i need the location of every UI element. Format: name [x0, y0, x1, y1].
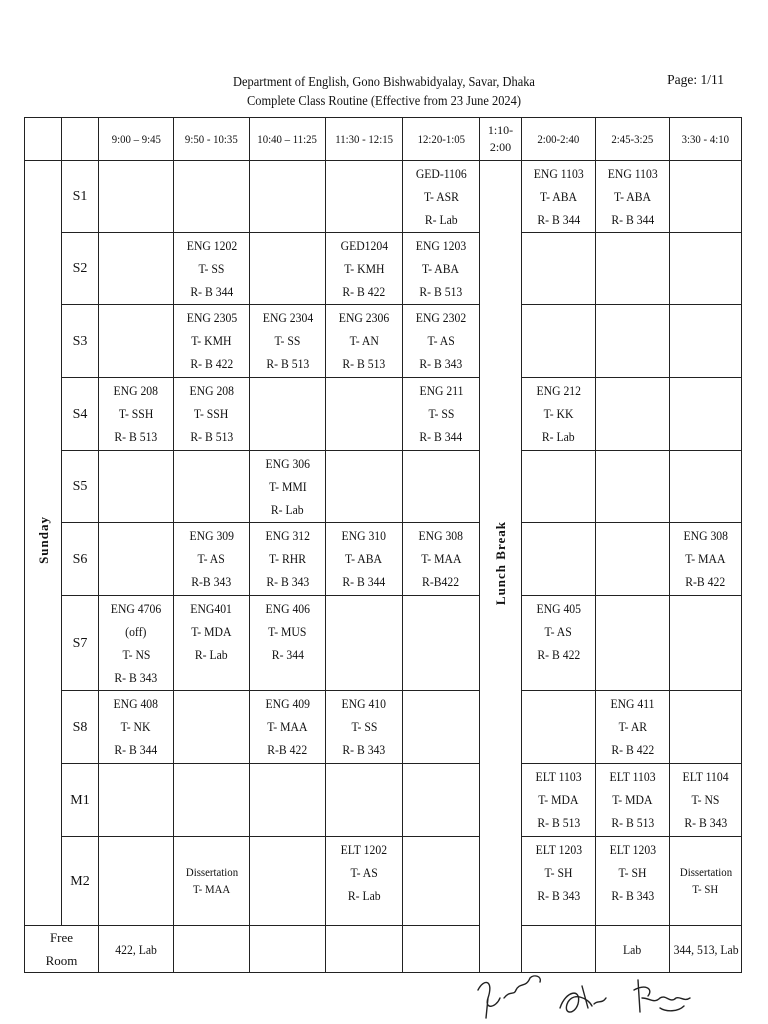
- class-line: ENG 208: [113, 383, 159, 398]
- class-line: ENG 306: [265, 456, 310, 471]
- class-cell: [403, 837, 480, 926]
- class-line: R- B 513: [537, 815, 580, 830]
- class-line: R-B 422: [685, 574, 726, 589]
- corner-cell: [25, 118, 62, 161]
- class-line: ENG 1103: [607, 166, 658, 181]
- class-cell: [99, 837, 174, 926]
- class-cell: [522, 305, 596, 378]
- class-line: T- NK: [121, 719, 151, 734]
- class-cell: [670, 764, 742, 837]
- class-line: R- B 344: [114, 742, 158, 757]
- class-line: R- B 422: [611, 742, 654, 757]
- class-line: ENG 2305: [186, 310, 237, 325]
- class-cell: [522, 837, 596, 926]
- class-line: R- B 344: [611, 212, 654, 227]
- class-line: T- SS: [428, 406, 454, 421]
- class-line: R-B 422: [267, 742, 308, 757]
- free-room-cell: 422, Lab: [99, 926, 174, 973]
- routine-subtitle: Complete Class Routine (Effective from 23 June 2024): [246, 93, 521, 108]
- lunch-time-header: 1:10- 2:00: [480, 118, 522, 161]
- class-line: R- B 513: [342, 356, 386, 371]
- class-cell: [596, 305, 670, 378]
- class-line: R- B 343: [266, 574, 309, 589]
- class-line: T- MAA: [685, 551, 726, 566]
- class-line: ENG 405: [536, 601, 581, 616]
- class-line: ELT 1203: [609, 842, 656, 857]
- class-cell: [326, 523, 403, 596]
- class-line: ELT 1103: [609, 769, 656, 784]
- section-label: S5: [62, 451, 99, 523]
- class-cell: [250, 837, 326, 926]
- class-line: R- B 343: [537, 888, 580, 903]
- class-line: R- B 513: [190, 429, 233, 444]
- time-slot-header: 2:00-2:40: [522, 118, 596, 161]
- class-cell: [174, 233, 250, 305]
- class-cell: [403, 764, 480, 837]
- class-line: T- MDA: [612, 792, 653, 807]
- class-line: R- B 513: [611, 815, 654, 830]
- class-line: R- B 343: [611, 888, 654, 903]
- class-line: T- SS: [274, 333, 301, 348]
- class-line: R- Lab: [271, 502, 304, 517]
- class-line: T- KK: [543, 406, 574, 421]
- class-cell: [326, 764, 403, 837]
- class-line: R- Lab: [542, 429, 575, 444]
- class-cell: [522, 233, 596, 305]
- class-line: ENG 2302: [415, 310, 467, 325]
- class-cell: [522, 691, 596, 764]
- class-line: ENG 2306: [338, 310, 390, 325]
- class-line: T- AN: [349, 333, 379, 348]
- class-cell: [326, 451, 403, 523]
- class-line: R- Lab: [195, 647, 228, 662]
- page-number: Page: 1/11: [667, 72, 724, 87]
- free-room-cell: Lab: [596, 926, 670, 973]
- class-cell: [99, 523, 174, 596]
- class-cell: [670, 596, 742, 691]
- class-cell: [99, 451, 174, 523]
- class-cell: [596, 523, 670, 596]
- class-cell: [99, 233, 174, 305]
- class-line: T- SSH: [118, 406, 154, 421]
- class-cell: [99, 596, 174, 691]
- section-row: [25, 233, 742, 305]
- time-slot-header: 3:30 - 4:10: [670, 118, 742, 161]
- class-cell: [670, 837, 742, 926]
- class-line: R- B 513: [114, 429, 158, 444]
- class-line: ENG 308: [418, 528, 464, 543]
- class-line: ENG 1103: [533, 166, 584, 181]
- class-cell: [99, 378, 174, 451]
- class-cell: [250, 378, 326, 451]
- class-cell: [174, 523, 250, 596]
- class-cell: [326, 378, 403, 451]
- class-cell: [596, 691, 670, 764]
- class-line: ENG 309: [189, 528, 234, 543]
- free-room-row: [25, 926, 742, 973]
- class-line: ENG 1202: [186, 238, 237, 253]
- class-line: R- B 422: [342, 284, 386, 299]
- class-line: R- 344: [271, 647, 304, 662]
- class-cell: [174, 596, 250, 691]
- class-cell: [403, 451, 480, 523]
- class-cell: [326, 691, 403, 764]
- class-cell: [403, 161, 480, 233]
- class-line: R- B 344: [190, 284, 233, 299]
- class-line: T- ABA: [540, 189, 577, 204]
- class-cell: [596, 764, 670, 837]
- class-cell: [670, 523, 742, 596]
- handwritten-signatures: [470, 968, 700, 1023]
- class-cell: [250, 523, 326, 596]
- class-cell: [174, 451, 250, 523]
- class-line: R- B 422: [190, 356, 233, 371]
- class-line: T- NS: [691, 792, 720, 807]
- section-row: [25, 596, 742, 691]
- class-cell: [596, 451, 670, 523]
- class-cell: [670, 233, 742, 305]
- class-line: T- ABA: [614, 189, 651, 204]
- section-label: S6: [62, 523, 99, 596]
- time-slot-header: 10:40 – 11:25: [250, 118, 326, 161]
- class-cell: [99, 691, 174, 764]
- class-cell: [522, 451, 596, 523]
- section-row: [25, 305, 742, 378]
- class-line: R- B 422: [537, 647, 580, 662]
- class-cell: [174, 378, 250, 451]
- class-line: T- ASR: [423, 189, 459, 204]
- section-row: [25, 691, 742, 764]
- class-cell: [403, 596, 480, 691]
- class-line: ENG 2304: [262, 310, 313, 325]
- class-line: ENG 212: [536, 383, 581, 398]
- class-line: T- SH: [692, 882, 719, 896]
- class-line: (off): [125, 624, 147, 639]
- class-line: R- B 343: [419, 356, 463, 371]
- class-cell: [250, 764, 326, 837]
- class-line: ELT 1202: [340, 842, 388, 857]
- class-line: GED-1106: [415, 166, 467, 181]
- class-line: T- SH: [618, 865, 647, 880]
- free-room-cell: 344, 513, Lab: [670, 926, 742, 973]
- class-cell: [670, 691, 742, 764]
- class-cell: [522, 596, 596, 691]
- class-cell: [326, 837, 403, 926]
- lunch-break-label: Lunch Break: [493, 520, 508, 606]
- class-line: ENG 308: [683, 528, 728, 543]
- class-line: ENG 410: [341, 696, 387, 711]
- class-cell: [403, 305, 480, 378]
- section-label: S8: [62, 691, 99, 764]
- class-line: T- MAA: [192, 882, 231, 896]
- class-cell: [403, 691, 480, 764]
- class-line: R- B 513: [266, 356, 309, 371]
- class-cell: [250, 233, 326, 305]
- class-cell: [250, 305, 326, 378]
- class-line: ENG 411: [610, 696, 655, 711]
- section-label: S4: [62, 378, 99, 451]
- class-cell: [326, 161, 403, 233]
- class-line: ENG 406: [265, 601, 310, 616]
- section-label: S3: [62, 305, 99, 378]
- class-cell: [174, 161, 250, 233]
- class-line: T- AR: [618, 719, 647, 734]
- free-room-cell: [522, 926, 596, 973]
- free-room-label: Free Room: [25, 926, 99, 973]
- free-room-cell: [174, 926, 250, 973]
- class-line: R- B 344: [342, 574, 386, 589]
- class-cell: [174, 837, 250, 926]
- class-line: T- ABA: [422, 261, 460, 276]
- section-row: [25, 523, 742, 596]
- class-cell: [326, 596, 403, 691]
- class-line: R-B422: [422, 574, 460, 589]
- free-room-cell: [326, 926, 403, 973]
- class-line: T- ABA: [345, 551, 383, 566]
- class-line: R- B 344: [537, 212, 580, 227]
- class-line: ELT 1103: [535, 769, 582, 784]
- class-line: R- Lab: [347, 888, 381, 903]
- section-row: [25, 837, 742, 926]
- class-line: T- MDA: [191, 624, 232, 639]
- class-line: T- AS: [544, 624, 573, 639]
- section-row: [25, 378, 742, 451]
- class-cell: [403, 378, 480, 451]
- class-cell: [250, 161, 326, 233]
- class-line: T- SS: [198, 261, 225, 276]
- class-line: R- B 343: [342, 742, 386, 757]
- class-cell: [522, 161, 596, 233]
- class-cell: [174, 305, 250, 378]
- class-cell: [250, 596, 326, 691]
- class-line: ELT 1104: [682, 769, 729, 784]
- time-slot-header: 11:30 - 12:15: [326, 118, 403, 161]
- class-line: ENG401: [190, 601, 233, 616]
- section-label: M2: [62, 837, 99, 926]
- class-line: T- SSH: [194, 406, 229, 421]
- class-cell: [596, 837, 670, 926]
- class-line: ENG 211: [418, 383, 464, 398]
- class-cell: [670, 378, 742, 451]
- section-label: S7: [62, 596, 99, 691]
- class-line: T- SH: [544, 865, 573, 880]
- class-line: T- MDA: [538, 792, 579, 807]
- class-cell: [99, 161, 174, 233]
- class-cell: [596, 378, 670, 451]
- class-cell: [522, 378, 596, 451]
- class-cell: [403, 523, 480, 596]
- class-cell: [326, 233, 403, 305]
- class-cell: [596, 596, 670, 691]
- lunch-break-column: [480, 161, 522, 973]
- class-line: R- B 344: [419, 429, 463, 444]
- class-line: R- B 513: [419, 284, 463, 299]
- class-cell: [403, 233, 480, 305]
- free-room-cell: [403, 926, 480, 973]
- time-slot-header: 2:45-3:25: [596, 118, 670, 161]
- class-cell: [670, 451, 742, 523]
- class-line: GED1204: [340, 238, 388, 253]
- class-line: T- NS: [122, 647, 150, 662]
- class-line: T- AS: [197, 551, 226, 566]
- time-slot-header: 9:00 – 9:45: [99, 118, 174, 161]
- class-line: T- MAA: [267, 719, 308, 734]
- section-row: [25, 161, 742, 233]
- department-title: Department of English, Gono Bishwabidyalay, Savar, Dhaka: [233, 74, 535, 89]
- section-label: S2: [62, 233, 99, 305]
- class-line: ENG 208: [189, 383, 234, 398]
- class-line: T- MMI: [268, 479, 307, 494]
- class-line: T- RHR: [269, 551, 306, 566]
- class-cell: [522, 764, 596, 837]
- class-cell: [174, 691, 250, 764]
- class-line: T- SS: [351, 719, 377, 734]
- day-label: Sunday: [35, 515, 51, 564]
- class-cell: [99, 764, 174, 837]
- class-line: R- Lab: [424, 212, 458, 227]
- class-line: ELT 1203: [535, 842, 582, 857]
- class-line: R- B 343: [684, 815, 727, 830]
- free-room-cell: [250, 926, 326, 973]
- corner-cell: [62, 118, 99, 161]
- class-cell: [250, 691, 326, 764]
- class-line: ENG 409: [265, 696, 310, 711]
- class-cell: [596, 233, 670, 305]
- class-line: T- MUS: [268, 624, 307, 639]
- class-cell: [174, 764, 250, 837]
- class-line: ENG 310: [341, 528, 387, 543]
- class-line: T- KMH: [191, 333, 232, 348]
- class-cell: [326, 305, 403, 378]
- class-line: Dissertation: [679, 865, 732, 879]
- class-line: ENG 1203: [415, 238, 467, 253]
- document-header: [31, 72, 738, 110]
- section-label: M1: [62, 764, 99, 837]
- class-line: T- KMH: [343, 261, 385, 276]
- class-line: R- B 343: [114, 670, 158, 685]
- time-slot-header: 9:50 - 10:35: [174, 118, 250, 161]
- class-cell: [670, 161, 742, 233]
- class-line: T- AS: [427, 333, 455, 348]
- class-line: ENG 312: [265, 528, 310, 543]
- class-line: R-B 343: [191, 574, 232, 589]
- section-row: [25, 764, 742, 837]
- time-slot-header: 12:20-1:05: [403, 118, 480, 161]
- class-cell: [522, 523, 596, 596]
- class-line: ENG 408: [113, 696, 159, 711]
- section-row: [25, 451, 742, 523]
- class-cell: [250, 451, 326, 523]
- section-label: S1: [62, 161, 99, 233]
- day-cell: [25, 161, 62, 926]
- class-line: ENG 4706: [110, 601, 162, 616]
- class-cell: [670, 305, 742, 378]
- class-line: T- MAA: [420, 551, 462, 566]
- class-line: T- AS: [350, 865, 378, 880]
- time-header-row: [25, 118, 742, 161]
- class-cell: [99, 305, 174, 378]
- class-cell: [596, 161, 670, 233]
- class-routine-table: [24, 117, 742, 973]
- class-line: Dissertation: [185, 865, 238, 879]
